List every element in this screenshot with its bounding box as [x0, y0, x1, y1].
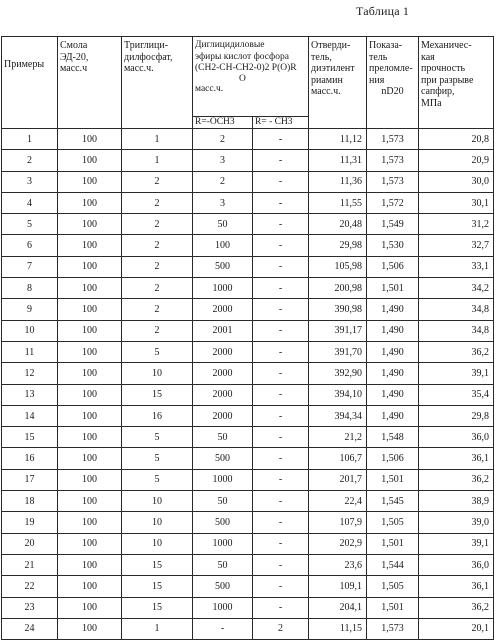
cell-example: 14: [2, 405, 58, 426]
cell-refraction: 1,573: [367, 129, 419, 150]
cell-resin: 100: [58, 363, 122, 384]
cell-example: 7: [2, 256, 58, 277]
cell-mechanical: 38,9: [419, 491, 494, 512]
cell-ch3: -: [253, 192, 309, 213]
cell-ch3: -: [253, 512, 309, 533]
table-row: [2, 235, 494, 256]
cell-ch3: -: [253, 405, 309, 426]
cell-mechanical: 34,2: [419, 278, 494, 299]
cell-refraction: 1,573: [367, 150, 419, 171]
cell-triglycidyl: 2: [122, 299, 193, 320]
cell-ch3: -: [253, 320, 309, 341]
cell-hardener: 11,15: [309, 618, 367, 639]
table-row: [2, 192, 494, 213]
cell-triglycidyl: 10: [122, 363, 193, 384]
cell-resin: 100: [58, 150, 122, 171]
table-row: [2, 129, 494, 150]
cell-triglycidyl: 16: [122, 405, 193, 426]
cell-refraction: 1,544: [367, 554, 419, 575]
cell-triglycidyl: 1: [122, 618, 193, 639]
cell-example: 1: [2, 129, 58, 150]
cell-hardener: 200,98: [309, 278, 367, 299]
cell-triglycidyl: 5: [122, 341, 193, 362]
cell-triglycidyl: 2: [122, 235, 193, 256]
cell-ch3: -: [253, 384, 309, 405]
table-row: [2, 256, 494, 277]
cell-example: 3: [2, 171, 58, 192]
cell-example: 13: [2, 384, 58, 405]
cell-mechanical: 36,2: [419, 469, 494, 490]
cell-triglycidyl: 15: [122, 554, 193, 575]
cell-resin: 100: [58, 192, 122, 213]
cell-mechanical: 34,8: [419, 320, 494, 341]
cell-mechanical: 29,8: [419, 405, 494, 426]
cell-resin: 100: [58, 341, 122, 362]
cell-triglycidyl: 15: [122, 597, 193, 618]
table-caption: Таблица 1: [356, 4, 410, 18]
cell-och3: 2000: [193, 299, 253, 320]
cell-example: 15: [2, 427, 58, 448]
cell-resin: 100: [58, 256, 122, 277]
cell-example: 4: [2, 192, 58, 213]
cell-refraction: 1,573: [367, 171, 419, 192]
cell-ch3: -: [253, 469, 309, 490]
cell-hardener: 20,48: [309, 214, 367, 235]
cell-refraction: 1,501: [367, 469, 419, 490]
cell-example: 19: [2, 512, 58, 533]
cell-resin: 100: [58, 448, 122, 469]
cell-ch3: -: [253, 150, 309, 171]
table-row: [2, 171, 494, 192]
cell-refraction: 1,490: [367, 405, 419, 426]
header-diglyc-epoxy-o: O: [239, 73, 246, 84]
cell-example: 12: [2, 363, 58, 384]
cell-och3: 2: [193, 171, 253, 192]
cell-resin: 100: [58, 214, 122, 235]
header-resin-l1: Смола: [60, 40, 88, 51]
cell-mechanical: 39,1: [419, 363, 494, 384]
data-table: [1, 36, 494, 640]
cell-refraction: 1,501: [367, 597, 419, 618]
table-row: [2, 533, 494, 554]
cell-mechanical: 39,1: [419, 533, 494, 554]
cell-och3: -: [193, 618, 253, 639]
cell-hardener: 11,55: [309, 192, 367, 213]
cell-example: 23: [2, 597, 58, 618]
cell-triglycidyl: 1: [122, 129, 193, 150]
cell-ch3: 2: [253, 618, 309, 639]
cell-mechanical: 33,1: [419, 256, 494, 277]
header-hardener-l5: масс.ч.: [311, 86, 341, 98]
cell-och3: 1000: [193, 533, 253, 554]
header-resin-l3: масс.ч: [60, 63, 88, 75]
cell-mechanical: 36,0: [419, 427, 494, 448]
cell-example: 9: [2, 299, 58, 320]
cell-mechanical: 20,9: [419, 150, 494, 171]
cell-ch3: -: [253, 171, 309, 192]
cell-ch3: -: [253, 256, 309, 277]
cell-example: 10: [2, 320, 58, 341]
cell-hardener: 105,98: [309, 256, 367, 277]
cell-hardener: 107,9: [309, 512, 367, 533]
cell-ch3: -: [253, 491, 309, 512]
cell-refraction: 1,545: [367, 491, 419, 512]
cell-resin: 100: [58, 618, 122, 639]
cell-resin: 100: [58, 129, 122, 150]
cell-och3: 500: [193, 448, 253, 469]
cell-mechanical: 39,0: [419, 512, 494, 533]
cell-refraction: 1,490: [367, 384, 419, 405]
cell-example: 11: [2, 341, 58, 362]
header-examples-text: Примеры: [4, 59, 45, 70]
header-resin-l2: ЭД-20,: [60, 51, 89, 63]
cell-och3: 50: [193, 554, 253, 575]
cell-mechanical: 30,0: [419, 171, 494, 192]
cell-triglycidyl: 5: [122, 427, 193, 448]
cell-ch3: -: [253, 597, 309, 618]
header-diglyc-formula: (CH2-CH-CH2-0)2 P(O)R: [195, 63, 297, 74]
table-row: [2, 618, 494, 639]
cell-example: 2: [2, 150, 58, 171]
cell-triglycidyl: 2: [122, 320, 193, 341]
subheader-och3: R=-OCH3: [193, 117, 253, 129]
cell-resin: 100: [58, 427, 122, 448]
cell-mechanical: 34,8: [419, 299, 494, 320]
cell-hardener: 21,2: [309, 427, 367, 448]
header-refraction: [367, 37, 419, 129]
cell-hardener: 392,90: [309, 363, 367, 384]
cell-och3: 3: [193, 150, 253, 171]
cell-refraction: 1,490: [367, 299, 419, 320]
cell-mechanical: 31,2: [419, 214, 494, 235]
cell-och3: 50: [193, 491, 253, 512]
cell-refraction: 1,572: [367, 192, 419, 213]
cell-och3: 2000: [193, 363, 253, 384]
cell-triglycidyl: 5: [122, 469, 193, 490]
cell-och3: 50: [193, 214, 253, 235]
cell-ch3: -: [253, 533, 309, 554]
table-body: [2, 129, 494, 640]
cell-resin: 100: [58, 384, 122, 405]
cell-example: 17: [2, 469, 58, 490]
table-row: [2, 384, 494, 405]
cell-ch3: -: [253, 278, 309, 299]
header-trigly-l2: дилфосфат,: [124, 51, 173, 63]
cell-hardener: 11,36: [309, 171, 367, 192]
cell-example: 16: [2, 448, 58, 469]
cell-resin: 100: [58, 576, 122, 597]
header-mech-l3: прочность: [421, 63, 466, 75]
header-diglyc-l2: эфиры кислот фосфора: [195, 51, 289, 62]
cell-resin: 100: [58, 597, 122, 618]
cell-refraction: 1,501: [367, 278, 419, 299]
cell-ch3: -: [253, 299, 309, 320]
cell-example: 5: [2, 214, 58, 235]
cell-resin: 100: [58, 171, 122, 192]
cell-ch3: -: [253, 235, 309, 256]
header-refr-l2: тель: [369, 51, 388, 63]
cell-refraction: 1,501: [367, 533, 419, 554]
header-hardener-l4: риамин: [311, 74, 343, 86]
header-refr-l3: преломле-: [369, 63, 413, 75]
cell-mechanical: 36,1: [419, 448, 494, 469]
cell-example: 18: [2, 491, 58, 512]
header-diglyc-l1: Диглицидиловые: [195, 40, 265, 50]
cell-refraction: 1,490: [367, 320, 419, 341]
cell-hardener: 202,9: [309, 533, 367, 554]
cell-mechanical: 20,8: [419, 129, 494, 150]
table-row: [2, 405, 494, 426]
header-examples: [2, 37, 58, 129]
header-hardener-l3: диэтилент: [311, 63, 355, 75]
header-hardener: [309, 37, 367, 129]
cell-hardener: 391,70: [309, 341, 367, 362]
cell-ch3: -: [253, 554, 309, 575]
cell-och3: 500: [193, 576, 253, 597]
cell-mechanical: 35,4: [419, 384, 494, 405]
cell-mechanical: 36,2: [419, 341, 494, 362]
cell-och3: 2000: [193, 405, 253, 426]
cell-example: 22: [2, 576, 58, 597]
cell-refraction: 1,573: [367, 618, 419, 639]
cell-triglycidyl: 2: [122, 192, 193, 213]
cell-ch3: -: [253, 448, 309, 469]
table-row: [2, 448, 494, 469]
header-triglycidyl: [122, 37, 193, 129]
cell-triglycidyl: 15: [122, 384, 193, 405]
cell-och3: 500: [193, 256, 253, 277]
cell-och3: 2000: [193, 341, 253, 362]
cell-triglycidyl: 10: [122, 512, 193, 533]
cell-triglycidyl: 10: [122, 533, 193, 554]
cell-example: 8: [2, 278, 58, 299]
table-row: [2, 363, 494, 384]
cell-hardener: 391,17: [309, 320, 367, 341]
cell-example: 21: [2, 554, 58, 575]
table-row: [2, 150, 494, 171]
header-refr-symbol: nD20: [381, 86, 404, 98]
cell-refraction: 1,548: [367, 427, 419, 448]
cell-triglycidyl: 2: [122, 256, 193, 277]
header-resin: [58, 37, 122, 129]
cell-resin: 100: [58, 491, 122, 512]
table-row: [2, 491, 494, 512]
cell-hardener: 390,98: [309, 299, 367, 320]
cell-mechanical: 30,1: [419, 192, 494, 213]
cell-hardener: 394,10: [309, 384, 367, 405]
cell-triglycidyl: 10: [122, 491, 193, 512]
cell-triglycidyl: 15: [122, 576, 193, 597]
table-row: [2, 214, 494, 235]
cell-hardener: 29,98: [309, 235, 367, 256]
cell-och3: 2: [193, 129, 253, 150]
cell-resin: 100: [58, 320, 122, 341]
cell-och3: 500: [193, 512, 253, 533]
cell-mechanical: 36,1: [419, 576, 494, 597]
table-row: [2, 278, 494, 299]
cell-och3: 1000: [193, 597, 253, 618]
cell-hardener: 22,4: [309, 491, 367, 512]
cell-refraction: 1,490: [367, 363, 419, 384]
cell-ch3: -: [253, 363, 309, 384]
table-row: [2, 320, 494, 341]
cell-och3: 1000: [193, 278, 253, 299]
cell-example: 20: [2, 533, 58, 554]
header-mechanical: [419, 37, 494, 129]
cell-resin: 100: [58, 469, 122, 490]
cell-refraction: 1,490: [367, 341, 419, 362]
cell-refraction: 1,530: [367, 235, 419, 256]
cell-och3: 50: [193, 427, 253, 448]
table-row: [2, 299, 494, 320]
cell-ch3: -: [253, 214, 309, 235]
header-mech-l2: кая: [421, 51, 435, 63]
cell-triglycidyl: 2: [122, 214, 193, 235]
cell-resin: 100: [58, 278, 122, 299]
header-trigly-l1: Триглици-: [124, 40, 169, 51]
cell-hardener: 394,34: [309, 405, 367, 426]
table-row: [2, 597, 494, 618]
cell-mechanical: 36,2: [419, 597, 494, 618]
cell-mechanical: 20,1: [419, 618, 494, 639]
cell-hardener: 11,12: [309, 129, 367, 150]
header-row: [2, 37, 494, 117]
cell-hardener: 204,1: [309, 597, 367, 618]
cell-mechanical: 36,0: [419, 554, 494, 575]
cell-resin: 100: [58, 235, 122, 256]
cell-mechanical: 32,7: [419, 235, 494, 256]
header-refr-l4: ния: [369, 74, 385, 86]
header-hardener-l2: тель,: [311, 51, 332, 63]
table-row: [2, 469, 494, 490]
cell-ch3: -: [253, 129, 309, 150]
cell-example: 24: [2, 618, 58, 639]
header-mech-l5: сапфир,: [421, 86, 455, 98]
table-row: [2, 427, 494, 448]
header-trigly-l3: масс.ч.: [124, 63, 154, 75]
cell-ch3: -: [253, 341, 309, 362]
cell-hardener: 201,7: [309, 469, 367, 490]
header-refr-l1: Показа-: [369, 40, 403, 51]
cell-refraction: 1,549: [367, 214, 419, 235]
cell-och3: 3: [193, 192, 253, 213]
cell-triglycidyl: 2: [122, 278, 193, 299]
cell-resin: 100: [58, 299, 122, 320]
cell-resin: 100: [58, 533, 122, 554]
cell-example: 6: [2, 235, 58, 256]
cell-ch3: -: [253, 427, 309, 448]
cell-resin: 100: [58, 405, 122, 426]
table-row: [2, 512, 494, 533]
header-mech-l6: МПа: [421, 97, 442, 109]
cell-hardener: 23,6: [309, 554, 367, 575]
cell-triglycidyl: 2: [122, 171, 193, 192]
header-diglycidyl: [193, 37, 309, 117]
cell-resin: 100: [58, 512, 122, 533]
table-row: [2, 341, 494, 362]
cell-refraction: 1,506: [367, 448, 419, 469]
header-mech-l1: Механичес-: [421, 40, 472, 51]
cell-resin: 100: [58, 554, 122, 575]
cell-refraction: 1,505: [367, 512, 419, 533]
table-row: [2, 576, 494, 597]
cell-hardener: 106,7: [309, 448, 367, 469]
cell-och3: 2001: [193, 320, 253, 341]
cell-hardener: 109,1: [309, 576, 367, 597]
header-mech-l4: при разрыве: [421, 74, 474, 86]
cell-och3: 100: [193, 235, 253, 256]
header-hardener-l1: Отверди-: [311, 40, 351, 51]
cell-och3: 1000: [193, 469, 253, 490]
table-row: [2, 554, 494, 575]
cell-hardener: 11,31: [309, 150, 367, 171]
cell-ch3: -: [253, 576, 309, 597]
cell-refraction: 1,505: [367, 576, 419, 597]
cell-triglycidyl: 1: [122, 150, 193, 171]
subheader-ch3: R= - CH3: [253, 117, 309, 129]
cell-triglycidyl: 5: [122, 448, 193, 469]
header-diglyc-l5: масс.ч.: [195, 83, 224, 94]
cell-och3: 2000: [193, 384, 253, 405]
cell-refraction: 1,506: [367, 256, 419, 277]
